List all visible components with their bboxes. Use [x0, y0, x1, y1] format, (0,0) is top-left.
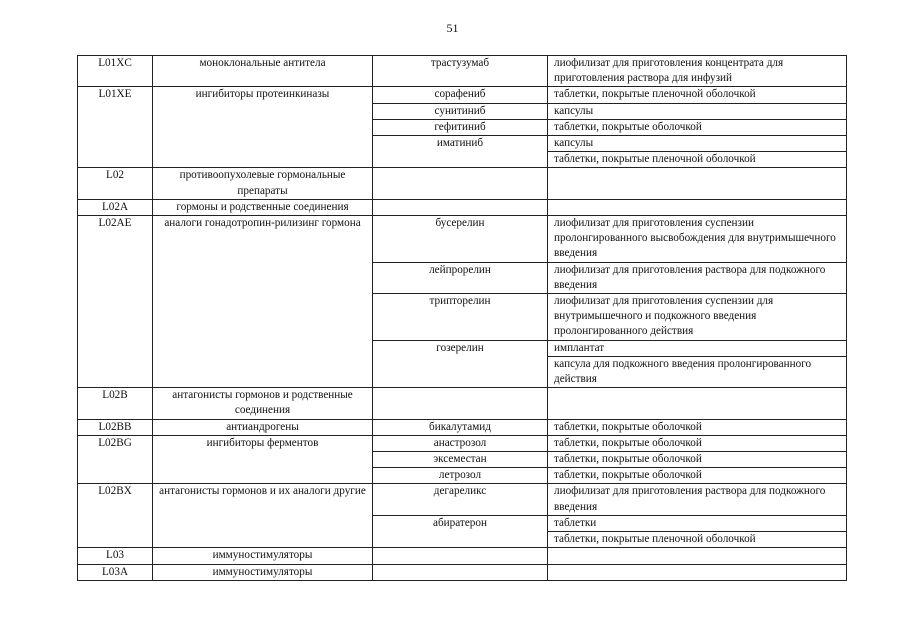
dosage-form-cell: капсула для подкожного введения пролонгированного действия: [548, 356, 847, 387]
drug-name-cell: бусерелин: [373, 216, 548, 263]
drug-name-cell: [373, 564, 548, 580]
dosage-form-cell: таблетки, покрытые оболочкой: [548, 452, 847, 468]
group-name-cell: [153, 294, 373, 341]
atc-code-cell: L03A: [78, 564, 153, 580]
atc-code-cell: L02BX: [78, 484, 153, 515]
drug-name-cell: [373, 548, 548, 564]
table-row: [78, 452, 847, 468]
atc-code-cell: [78, 532, 153, 548]
table-row: [78, 262, 847, 293]
table-row: [78, 419, 847, 435]
drug-name-cell: сорафениб: [373, 87, 548, 103]
table-row: [78, 136, 847, 152]
drug-name-cell: [373, 199, 548, 215]
dosage-form-cell: [548, 199, 847, 215]
drug-name-cell: анастрозол: [373, 435, 548, 451]
group-name-cell: [153, 356, 373, 387]
table-row: [78, 484, 847, 515]
drug-name-cell: трастузумаб: [373, 56, 548, 87]
group-name-cell: антагонисты гормонов и родственные соединения: [153, 388, 373, 419]
drug-name-cell: [373, 532, 548, 548]
atc-code-cell: [78, 136, 153, 152]
group-name-cell: [153, 515, 373, 531]
dosage-form-cell: лиофилизат для приготовления раствора для подкожного введения: [548, 262, 847, 293]
dosage-form-cell: таблетки, покрытые оболочкой: [548, 435, 847, 451]
atc-code-cell: L03: [78, 548, 153, 564]
drug-name-cell: гефитиниб: [373, 119, 548, 135]
dosage-form-cell: таблетки, покрытые пленочной оболочкой: [548, 532, 847, 548]
drug-name-cell: [373, 356, 548, 387]
drug-name-cell: гозерелин: [373, 340, 548, 356]
table-row: [78, 56, 847, 87]
group-name-cell: аналоги гонадотропин-рилизинг гормона: [153, 216, 373, 263]
atc-code-cell: L01XE: [78, 87, 153, 103]
atc-code-cell: [78, 468, 153, 484]
group-name-cell: ингибиторы ферментов: [153, 435, 373, 451]
table-row: [78, 294, 847, 341]
drug-name-cell: сунитиниб: [373, 103, 548, 119]
drug-name-cell: [373, 152, 548, 168]
table-row: [78, 564, 847, 580]
group-name-cell: моноклональные антитела: [153, 56, 373, 87]
atc-code-cell: L02B: [78, 388, 153, 419]
dosage-form-cell: лиофилизат для приготовления концентрата для приготовления раствора для инфузий: [548, 56, 847, 87]
group-name-cell: гормоны и родственные соединения: [153, 199, 373, 215]
atc-code-cell: [78, 294, 153, 341]
table-row: [78, 152, 847, 168]
table-row: [78, 548, 847, 564]
atc-code-cell: L02BB: [78, 419, 153, 435]
table-row: [78, 340, 847, 356]
drug-name-cell: абиратерон: [373, 515, 548, 531]
table-body: [78, 56, 847, 581]
group-name-cell: иммуностимуляторы: [153, 548, 373, 564]
group-name-cell: [153, 532, 373, 548]
atc-code-cell: [78, 262, 153, 293]
drug-name-cell: лейпрорелин: [373, 262, 548, 293]
table-row: [78, 356, 847, 387]
atc-code-cell: L02AE: [78, 216, 153, 263]
group-name-cell: противоопухолевые гормональные препараты: [153, 168, 373, 199]
table-row: [78, 515, 847, 531]
drug-name-cell: иматиниб: [373, 136, 548, 152]
group-name-cell: антагонисты гормонов и их аналоги другие: [153, 484, 373, 515]
group-name-cell: [153, 119, 373, 135]
table-row: [78, 87, 847, 103]
group-name-cell: [153, 152, 373, 168]
dosage-form-cell: таблетки, покрытые оболочкой: [548, 419, 847, 435]
dosage-form-cell: капсулы: [548, 136, 847, 152]
group-name-cell: [153, 340, 373, 356]
drug-name-cell: бикалутамид: [373, 419, 548, 435]
dosage-form-cell: лиофилизат для приготовления суспензии для внутримышечного и подкожного введения пролонгированного действия: [548, 294, 847, 341]
atc-code-cell: L02BG: [78, 435, 153, 451]
dosage-form-cell: [548, 548, 847, 564]
atc-code-cell: L02A: [78, 199, 153, 215]
table-row: [78, 199, 847, 215]
dosage-form-cell: таблетки, покрытые пленочной оболочкой: [548, 152, 847, 168]
dosage-form-cell: капсулы: [548, 103, 847, 119]
group-name-cell: [153, 262, 373, 293]
atc-code-cell: [78, 152, 153, 168]
table-row: [78, 388, 847, 419]
atc-code-cell: [78, 356, 153, 387]
drug-name-cell: [373, 168, 548, 199]
atc-code-cell: [78, 452, 153, 468]
drug-name-cell: [373, 388, 548, 419]
table-row: [78, 103, 847, 119]
group-name-cell: [153, 452, 373, 468]
group-name-cell: иммуностимуляторы: [153, 564, 373, 580]
group-name-cell: [153, 468, 373, 484]
table-row: [78, 168, 847, 199]
table-row: [78, 435, 847, 451]
page-number: 51: [446, 21, 459, 35]
table-row: [78, 468, 847, 484]
dosage-form-cell: имплантат: [548, 340, 847, 356]
dosage-form-cell: таблетки, покрытые оболочкой: [548, 468, 847, 484]
group-name-cell: [153, 136, 373, 152]
atc-code-cell: [78, 103, 153, 119]
dosage-form-cell: [548, 388, 847, 419]
drug-name-cell: трипторелин: [373, 294, 548, 341]
drug-classification-table: [77, 55, 847, 581]
drug-name-cell: эксеместан: [373, 452, 548, 468]
dosage-form-cell: таблетки, покрытые пленочной оболочкой: [548, 87, 847, 103]
group-name-cell: антиандрогены: [153, 419, 373, 435]
group-name-cell: [153, 103, 373, 119]
dosage-form-cell: [548, 168, 847, 199]
atc-code-cell: [78, 119, 153, 135]
dosage-form-cell: лиофилизат для приготовления раствора для подкожного введения: [548, 484, 847, 515]
dosage-form-cell: [548, 564, 847, 580]
atc-code-cell: [78, 515, 153, 531]
drug-name-cell: дегареликс: [373, 484, 548, 515]
table-row: [78, 532, 847, 548]
dosage-form-cell: таблетки, покрытые оболочкой: [548, 119, 847, 135]
group-name-cell: ингибиторы протеинкиназы: [153, 87, 373, 103]
table-row: [78, 216, 847, 263]
dosage-form-cell: таблетки: [548, 515, 847, 531]
atc-code-cell: L01XC: [78, 56, 153, 87]
dosage-form-cell: лиофилизат для приготовления суспензии пролонгированного высвобождения для внутримышечного введения: [548, 216, 847, 263]
drug-name-cell: летрозол: [373, 468, 548, 484]
atc-code-cell: L02: [78, 168, 153, 199]
table-row: [78, 119, 847, 135]
atc-code-cell: [78, 340, 153, 356]
